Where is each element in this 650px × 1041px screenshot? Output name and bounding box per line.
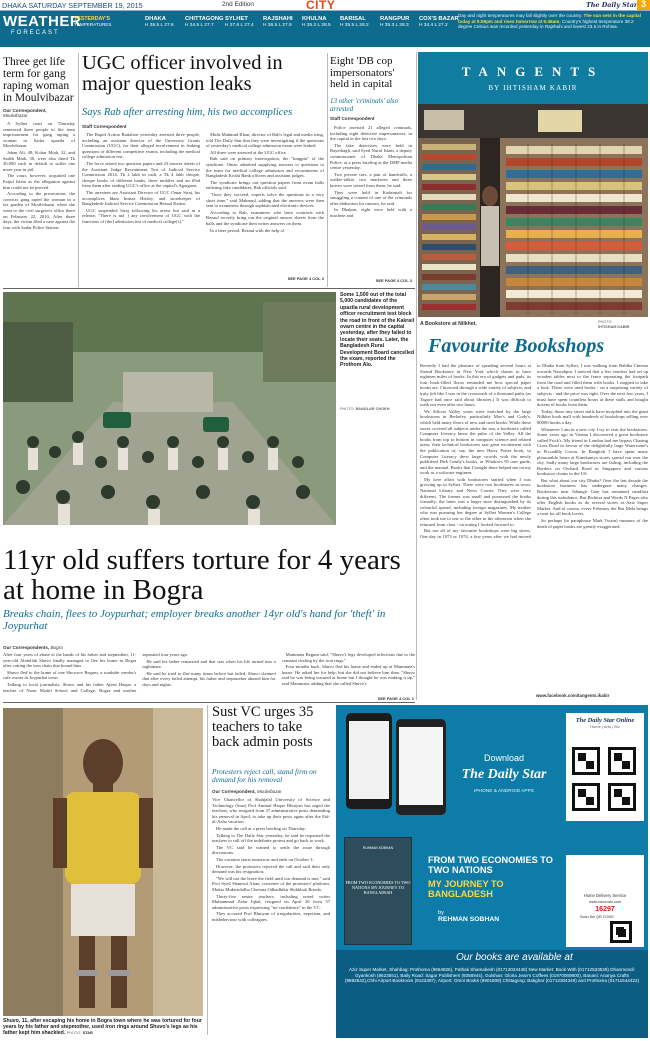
book-cover-author: RUHMAN SOBHAN	[362, 846, 394, 850]
dbcop-story-body: Police arrested 21 alleged criminals, including eight detective impersonators, in the capital in the last two days. The fake detectives were held in Rayerbagh, said Syed Nurul Islam, a deputy commissioner of Dhaka Metropolitan Police, at a press briefing at the DMP media centre yesterday. Two private cars, a pair of handcuffs, a walkie-talkie, two machetes and three knives were seized from them, he said. They were held in Kadamtali for smuggling a content of one of the criminals after abduction for ransom, he said. In Dhalpur, eight were held with a machete and	[330, 125, 412, 218]
ugc-story-subhead: Says Rab after arresting him, his two accomplices	[82, 107, 293, 118]
qr-code-icon[interactable]	[572, 783, 600, 811]
bookstore-photo	[418, 104, 648, 317]
tangents-url[interactable]: www.facebook.com/tangents.ikabir	[536, 693, 610, 698]
stockists-list: Aziz Super Market, Shahbag: Prothoma (9664825), Pathak Shamabesh (01713034448) New Market: Book With (01712533539) Dhanmondi: Gyankosh (8623551), Baily Road: Sagar Publishers (9358944), Gulshan: Gloria Jean's Coffees (01970069800), Banani: Ananya Crafts (9882542),Chhi Airport Bookroom (9122387), Airport: Omni Books (8901808) Chittagong: Batighar (01712304349) and Prothoma (01711544422)	[344, 967, 640, 984]
online-links[interactable]: Home | Arts | Biz	[590, 724, 620, 729]
weather-label-line1: YESTERDAY'S	[74, 16, 110, 22]
bookstore-illustration	[418, 104, 648, 317]
sust-story-byline: Our Correspondent, Moulvibazar	[212, 789, 282, 794]
weather-note: Day and night temperatures may fall slightly over the country. The sun sets in the capital today at 5:59pm and rises tomorrow at 5:46am. Country's highest temperature 38.2 degree Celsius was recorded yesterday in Rajshahi and lowest 23.5 in Rohtas.	[458, 13, 641, 30]
book-author: by REHMAN SOBHAN	[438, 909, 500, 923]
weather-city: DHAKA H 36.5 L 27.6	[145, 16, 174, 28]
online-brand: The Daily Star Online	[575, 717, 635, 724]
bogra-story-subhead: Breaks chain, flees to Joypurhat; employer breaks another 14yr old's hand for 'theft' in Joypurhat	[3, 608, 386, 632]
weather-city: BARISAL H 35.5 L 28.2	[340, 16, 369, 28]
weather-city: SYLHET H 37.6 L 27.4	[225, 16, 254, 28]
column-divider	[327, 53, 328, 287]
book-cover	[344, 837, 412, 945]
phone-mockup-left	[346, 713, 392, 809]
masthead-bar	[0, 0, 650, 11]
weather-label	[74, 16, 111, 28]
apps-label: IPHONE & ANDROID APPS	[474, 789, 534, 794]
stockists-panel	[336, 950, 648, 1038]
column-divider	[207, 705, 208, 1035]
rape-story-body: A Sylhet court on Thursday sentenced three people to life term imprisonment for gang raping a woman in Sadar upazila of Moulvibazar. Jahan Ali, 48, Kohar Miah, 32, and Sadek Miah, 30, were also fined Tk 30,000 each in default to suffer one more year in jail. The court, however, acquitted one Faijul Islam as the allegation against him could not be proved. According to the prosecution, the convicts gang raped the woman in a tea garden of Moulvibazar when she went to the civil surgeon's office there on February 22, 2010. After three days, the victim filed a case against the four with Sadar Police Station.	[3, 121, 75, 230]
rape-story-byline: Our Correspondent, Moulvibazar	[3, 108, 47, 118]
qr-code-icon[interactable]	[572, 747, 600, 775]
bogra-story-byline: Our Correspondents, Bogra	[3, 645, 63, 650]
tangents-headline: Favourite Bookshops	[428, 335, 605, 357]
section-divider	[3, 702, 415, 703]
rape-story-headline: Three get life term for gang raping woman in Moulvibazar	[3, 56, 74, 104]
weather-brand	[3, 13, 82, 45]
newspaper-logo: The Daily Star	[586, 1, 638, 9]
sust-story-headline: Sust VC urges 35 teachers to take back admin posts	[212, 705, 314, 750]
ugc-story-headline: UGC officer involved in major question leaks	[82, 53, 283, 95]
sust-story-body: Vice Chancellor of Shahjalal University of Science and Technology (Sust) Prof Aminul Haque Bhuiyan has urged the teachers, who resigned from 37 administrative posts demanding his removal in April, to take up their posts again after the Eid-ul-Azha vacation. He made the call at a press briefing on Thursday. Talking to The Daily Star yesterday, he said he requested the teachers to call off the indefinite protest and go back to work. The VC said he wanted to settle the issue through discussions. The vacation starts tomorrow and ends on October 3. However, the protesters rejected the call and said their only demand was his resignation. "We will not the leave the field until our demand is met," said Prof Syed Shamsul Alam, convener of the protesters' platform, Mukto Muktirobilbo Chetona Odhadhikir Shikkhok Brindo. Thirty-five senior teachers, including noted writer Muhammad Zafar Iqbal, resigned on April 20 from 37 administrative posts expressing "no-confidence" in the VC. They accused Prof Bhuiyan of irregularities, nepotism, and misbehaviour with colleagues.	[212, 797, 330, 922]
ugc-story-body: The Rapid Action Battalion yesterday arrested three people, including an assistant director of the University Grants Commission (UGC), for their alleged involvement in leaking questions of different competitive exams, including the medical college admission test. The force seized two question papers and 23 answer sheets of the Assistant Judge Recruitment Test of Judicial Service Commission 2014, Tk 2 lakh in cash, a Tk 4 lakh cheque, cheque books of different banks, three mobiles and an iPad from them after raiding UGC's office at the capital's Agargaon. The arrestees are Assistant Director of UGC Omar Siraj, his accomplices Idam Imtiaz Hridoy, and storekeeper of Bangladesh Judicial Service Commission Bezaul Karim. UGC suspended Siraj following his arrest but said in a release, "There is no[ ] any involvement of UGC with the functions of [the] admission test of medical college[s]." Mufti Mahmud Khan, director of Rab's legal and media wing, told The Daily Star that they were investigating if the questions of yesterday's medical college admission exam were leaked. All three were arrested at the UGC office. Rab said on primary interrogation, the "kingpin" of the syndicate, Omar, admitted supplying answers to questions to the team for medical college admission and recruitments of Bangladesh Krishi Bank officers and assistant judges. The syndicate brings out question papers from exam halls enlisting fake candidates, Rab officials said. "Once they succeed, experts solve the questions in a very short time," said Mahmud, adding that the answers were then sent to examinees through sophisticated electronic devices. According to Rab, examinees who have contracts with Bezaul secretly bring out the original answer sheets from the halls and the syndicate then writes answers on them. In a later period, Bezaul with the help of	[82, 132, 324, 233]
home-delivery-label: Home Delivery Service	[583, 893, 627, 898]
protest-photo-caption: Some 1,500 out of the total 5,000 candidates of the upazila rural development officer recruitment test block the road in front of the Kakrail ovarn centre in the capital yesterday, after they failed to locate their seats. Later, the Bangladesh Rural Development Board cancelled the exam, reported the Prothom Alo.	[340, 292, 415, 369]
qr-code-icon[interactable]	[608, 747, 636, 775]
qr-code-icon[interactable]	[608, 783, 636, 811]
weather-city: RAJSHAHI H 36.5 L 27.9	[263, 16, 293, 28]
bogra-story-jump: SEE PAGE 4 COL 1	[377, 696, 414, 701]
section-title: CITY	[306, 0, 336, 11]
daily-star-advertisement[interactable]	[336, 705, 648, 1038]
bogra-story-body: After four years of abuse at the hands of his father and stepmother, 11-year-old Abdullah Shuvo finally managed to flee his home in Bogra after cutting the iron chain that bound him. Shuvo fled to the home of one Showrov Begum, a roadside vendor's cafe owner in Joypurhat town. Talking to local journalists, Shuvo and his father Ayeni Haque, a teacher of Noon Model School and College, Bogra and mother separated four years ago. He said his father remarried and that was when his life turned into a nightmare. He said he tried to flee many times before but failed. Shuvo claimed that after every failed attempt, his father and stepmother abused him for days and nights. Mammata Begum said, "Shuvo's legs developed infections due to the constant chafing by the iron rings." Four months back, Shuvo fled his home and ended up at Mammata's house. He asked her for help, but she did not believe him then. "Shuvo said he was being tortured at home but I thought he was making it up," said Mammata, adding that she called Shuvo's	[3, 652, 415, 693]
tangents-banner	[418, 52, 648, 104]
weather-city: CHITTAGONG H 34.5 L 27.7	[185, 16, 224, 28]
bogra-story-headline: 11yr old suffers torture for 4 years at home in Bogra	[3, 545, 401, 605]
bookstore-photo-credit: PHOTO: IHTISHAM KABIR	[598, 320, 630, 329]
tangents-byline: BY IHTISHAM KABIR	[488, 84, 578, 92]
section-divider	[3, 288, 415, 289]
stockists-title: Our books are available at	[456, 952, 573, 963]
home-delivery-panel[interactable]	[566, 855, 644, 947]
weather-subtitle: FORECAST	[11, 30, 60, 36]
book-title-line2: MY JOURNEY TO BANGLADESH	[428, 878, 504, 900]
bookstore-photo-caption: A Bookstore at Nilkhet.	[420, 321, 477, 327]
protest-photo-credit: PHOTO: BANGLAR CHOKH	[340, 407, 390, 411]
weather-city: COX'S BAZAR H 34.4 L 27.2	[419, 16, 459, 28]
column-divider	[416, 52, 417, 700]
tangents-title: TANGENTS	[461, 64, 605, 79]
edition-label: 2nd Edition	[222, 1, 254, 8]
ugc-story-byline: Staff Correspondent	[82, 124, 127, 129]
dbcop-story-subhead: 13 other 'criminals' also arrested	[330, 98, 399, 113]
download-label: Download	[483, 753, 525, 763]
ugc-story-jump: SEE PAGE 4 COL 3	[287, 276, 324, 281]
shuvo-illustration	[3, 708, 203, 1016]
protest-photo	[3, 292, 336, 525]
protest-illustration	[3, 292, 336, 525]
shuvo-photo-caption: Shuvo, 11, after escaping his home in Bogra town where he was tortured for four years by his father and stepmother, used iron rings around Shuvo's legs as his father kept him shackled. PHOTO: STAR	[3, 1018, 202, 1036]
phone-mockup-right	[396, 719, 446, 815]
home-delivery-url[interactable]: www.rokomari.com	[588, 900, 622, 904]
qr-code-icon[interactable]	[610, 921, 632, 943]
online-panel[interactable]	[566, 713, 644, 821]
book-title-line1: FROM TWO ECONOMIES TO TWO NATIONS	[428, 855, 553, 876]
weather-label-line2: TEMPERATURES	[74, 22, 112, 27]
dbcop-story-jump: SEE PAGE 4 COL 3	[375, 278, 412, 283]
weather-forecast-bar	[0, 11, 650, 47]
shuvo-photo	[3, 708, 203, 1016]
sust-story-subhead: Protesters reject call, stand firm on demand for his removal	[212, 768, 317, 784]
dbcop-story-headline: Eight 'DB cop impersonators' held in capital	[330, 56, 395, 90]
tangents-body: Recently I had the pleasure of spending several hours at Strand Bookstore in New York which claims to have eighteen miles of books. In this era of gadgets and pads, its four book-filled floors reminded me how special paper books are. I browsed through a wide variety of subjects, and truly felt like I was in the crossroads of a thousand paths (as Tagore had once said about libraries.) It was difficult to walk out even after two hours. We Silicon Valley years were enriched by the large bookstores in Berkeley, particularly Moe's and Cody's, which held many floors of new and used books. While these stores covered all subjects under the sun, a bookstore called Computer Literacy knew the pulse of the Valley. All the books from top to bottom in computer science and related areas, their technical bookstores saw great excitement with the publication of, say, the new Harry Potter book, so Computer Literacy drew large crowds with the newly published Dirk Gently's books, or Windows 95 user guide, and the manual. Books that I bought there helped me on my work as a software engineer. My love affair with bookstores started when I was growing up in Sylhet. There were two bookstores in town: National Library and News Corner. They were very different. The former was small and possessed the books formally; the latter was a larger store distinguished by its colourful spread, including foreign magazines. My mother who was pursuing her degree at Sylhet Women's College often took me to one or the other in the afternoon when she returned from class - on outing I looked forward to. But not all of my favourite bookshops were big stores. One day in 1973 or 1974, a few years after we had moved to Dhaka from Sylhet, I was walking from Baldha Cinema towards Nawabpur. I noticed that a few vendors had set up wooden tables next to the fence separating the footpath from the road and filled them with books. I stopped to take a look. These were used books - on a surprising variety of subjects - and the price was right. Over the next few years, I must have spent countless hours at these stalls and bought dozens of books from them. Today, those tiny street stalls have morphed into the giant Nilkhet book mall with hundreds of bookshops selling over 80000 books a day. Whenever I am in a new city I try to visit the bookstores. Some years ago in Vienna I discovered a great bookstore called Frick's. My friend in London had me bypass Charing Cross Road in favour of the delightfully large Waterstone's in Piccadilly Circus. In Bangkok I have spent many pleasurable hours at Kinokuniya stores spread out over the city. Sadly many large bookstores are failing, including the Borders on Orchard Road in Singapore and various bookstore chains in the US. But what about our city Dhaka? Over the last decade the bookstore business has undergone many changes. Bookworm near Jahangir Gate has remained steadfast during this turbulence. But Bichitra and Words N Pages also offer English books as do several stores at Aziz Super Market. And of course, every February the Boi Mela brings a treat for all book lovers. So perhaps (to paraphrase Mark Twain) rumours of the death of paper books are greatly exaggerated.	[420, 363, 648, 539]
page-number: 3	[637, 0, 650, 11]
home-delivery-scan: Scan the QR CODE	[580, 915, 614, 919]
column-divider	[78, 53, 79, 287]
issue-date: DHAKA SATURDAY SEPTEMBER 19, 2015	[2, 1, 143, 10]
book-cover-title: FROM TWO ECONOMIES TO TWO NATIONS MY JOURNEY TO BANGLADESH	[345, 880, 411, 895]
weather-city: RANGPUR H 35.3 L 28.3	[380, 16, 410, 28]
home-delivery-phone: 16297	[595, 906, 615, 913]
weather-city: KHULNA H 35.2 L 28.5	[302, 16, 331, 28]
ad-brand-logo: The Daily Star	[461, 767, 547, 782]
book-promo-text	[428, 855, 564, 923]
weather-title: WEATHER	[3, 13, 82, 30]
dbcop-story-byline: Staff Correspondent	[330, 116, 375, 121]
